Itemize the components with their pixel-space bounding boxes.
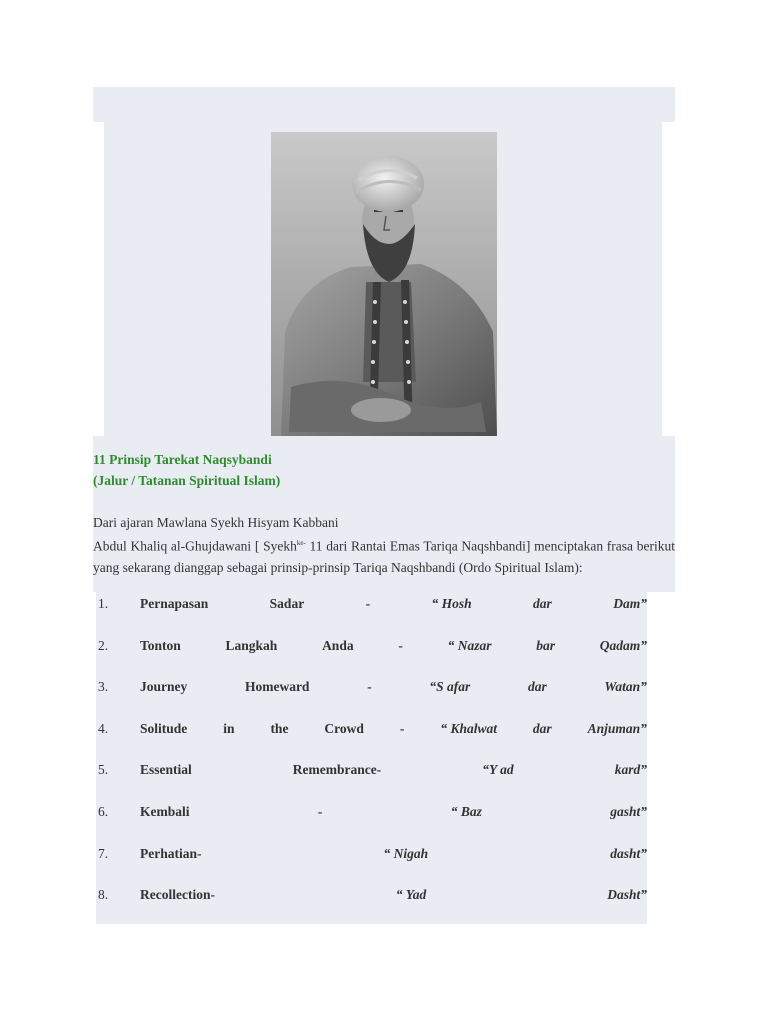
page-band-top	[93, 87, 675, 122]
persian-term: “ Hosh	[431, 596, 472, 611]
intro-text: Dari ajaran Mawlana Syekh Hisyam Kabbani	[93, 515, 339, 530]
list-number: 7.	[98, 845, 109, 861]
list-item-words	[140, 679, 647, 695]
list-number: 4.	[98, 720, 109, 736]
persian-term: Qadam”	[599, 637, 647, 653]
list-item	[96, 679, 647, 721]
portrait-image	[271, 132, 497, 436]
principle-word: -	[367, 679, 372, 695]
list-number: 2.	[98, 637, 109, 653]
list-item-words	[140, 887, 647, 903]
heading-line-1: 11 Prinsip Tarekat Naqsybandi	[93, 452, 272, 467]
list-item-words	[140, 804, 647, 820]
persian-term: “ Nigah	[383, 845, 429, 861]
list-item-words	[140, 721, 647, 737]
persian-term: dar	[533, 596, 552, 611]
list-number: 6.	[98, 803, 109, 819]
list-item	[96, 887, 647, 929]
persian-term: Dasht”	[607, 887, 647, 903]
principle-word: Pernapasan	[140, 596, 209, 611]
principle-word: -	[398, 637, 403, 653]
list-number: 8.	[98, 887, 109, 903]
principle-word: Langkah	[225, 637, 278, 653]
principle-word: -	[365, 596, 371, 611]
persian-term: “ Yad	[395, 887, 427, 903]
persian-term: bar	[536, 637, 555, 653]
list-item	[96, 804, 647, 846]
principle-word: Recollection-	[140, 887, 215, 903]
persian-term: Dam”	[613, 596, 647, 611]
list-number: 5.	[98, 762, 109, 778]
list-item	[96, 762, 647, 804]
principle-word: Remembrance-	[292, 762, 382, 778]
principle-word: Tonton	[140, 637, 181, 653]
list-item-words	[140, 638, 647, 654]
principle-word: in	[223, 720, 235, 736]
persian-term: gasht”	[610, 803, 647, 819]
persian-term: “ Nazar	[447, 637, 492, 653]
persian-term: dar	[527, 679, 547, 695]
superscript: ke-	[296, 539, 306, 547]
principle-word: -	[399, 720, 405, 736]
heading-line-2: (Jalur / Tatanan Spiritual Islam)	[93, 473, 281, 488]
persian-term: Anjuman”	[587, 720, 647, 736]
principle-word: Essential	[140, 762, 192, 778]
persian-term: dasht”	[610, 845, 647, 861]
persian-term: “ Baz	[450, 803, 482, 819]
principle-word: Anda	[322, 637, 354, 653]
persian-term: “Y ad	[482, 762, 514, 778]
persian-term: Watan”	[604, 679, 647, 695]
list-number: 3.	[98, 679, 109, 695]
principle-word: -	[317, 803, 323, 819]
principle-word: Crowd	[324, 720, 364, 736]
principles-list	[96, 596, 647, 929]
list-item-words	[140, 762, 647, 778]
persian-term: dar	[532, 720, 552, 736]
body-paragraph	[93, 533, 675, 578]
persian-term: “ Khalwat	[440, 720, 497, 736]
principle-word: Perhatian-	[140, 845, 202, 861]
list-item	[96, 638, 647, 680]
list-item-words	[140, 846, 647, 862]
list-item	[96, 721, 647, 763]
principle-word: Journey	[140, 679, 188, 695]
principle-word: Sadar	[269, 596, 305, 611]
principle-word: Solitude	[140, 720, 188, 736]
list-item	[96, 596, 647, 638]
principle-word: the	[270, 720, 289, 736]
persian-term: kard”	[614, 762, 647, 778]
body-text-start: Abdul Khaliq al-Ghujdawani [ Syekh	[93, 538, 297, 554]
body-text-rest: 11 dari Rantai Emas Tariqa Naqshbandi] menciptakan frasa berikut yang sekarang dianggap sebagai prinsip-prinsip Tariqa Naqshbandi (Ordo Spiritual Islam):	[93, 538, 675, 575]
principle-word: Homeward	[244, 679, 310, 695]
persian-term: “S afar	[429, 679, 471, 695]
principle-word: Kembali	[140, 803, 190, 819]
list-number: 1.	[98, 596, 109, 611]
list-item	[96, 846, 647, 888]
list-item-words	[140, 596, 647, 612]
